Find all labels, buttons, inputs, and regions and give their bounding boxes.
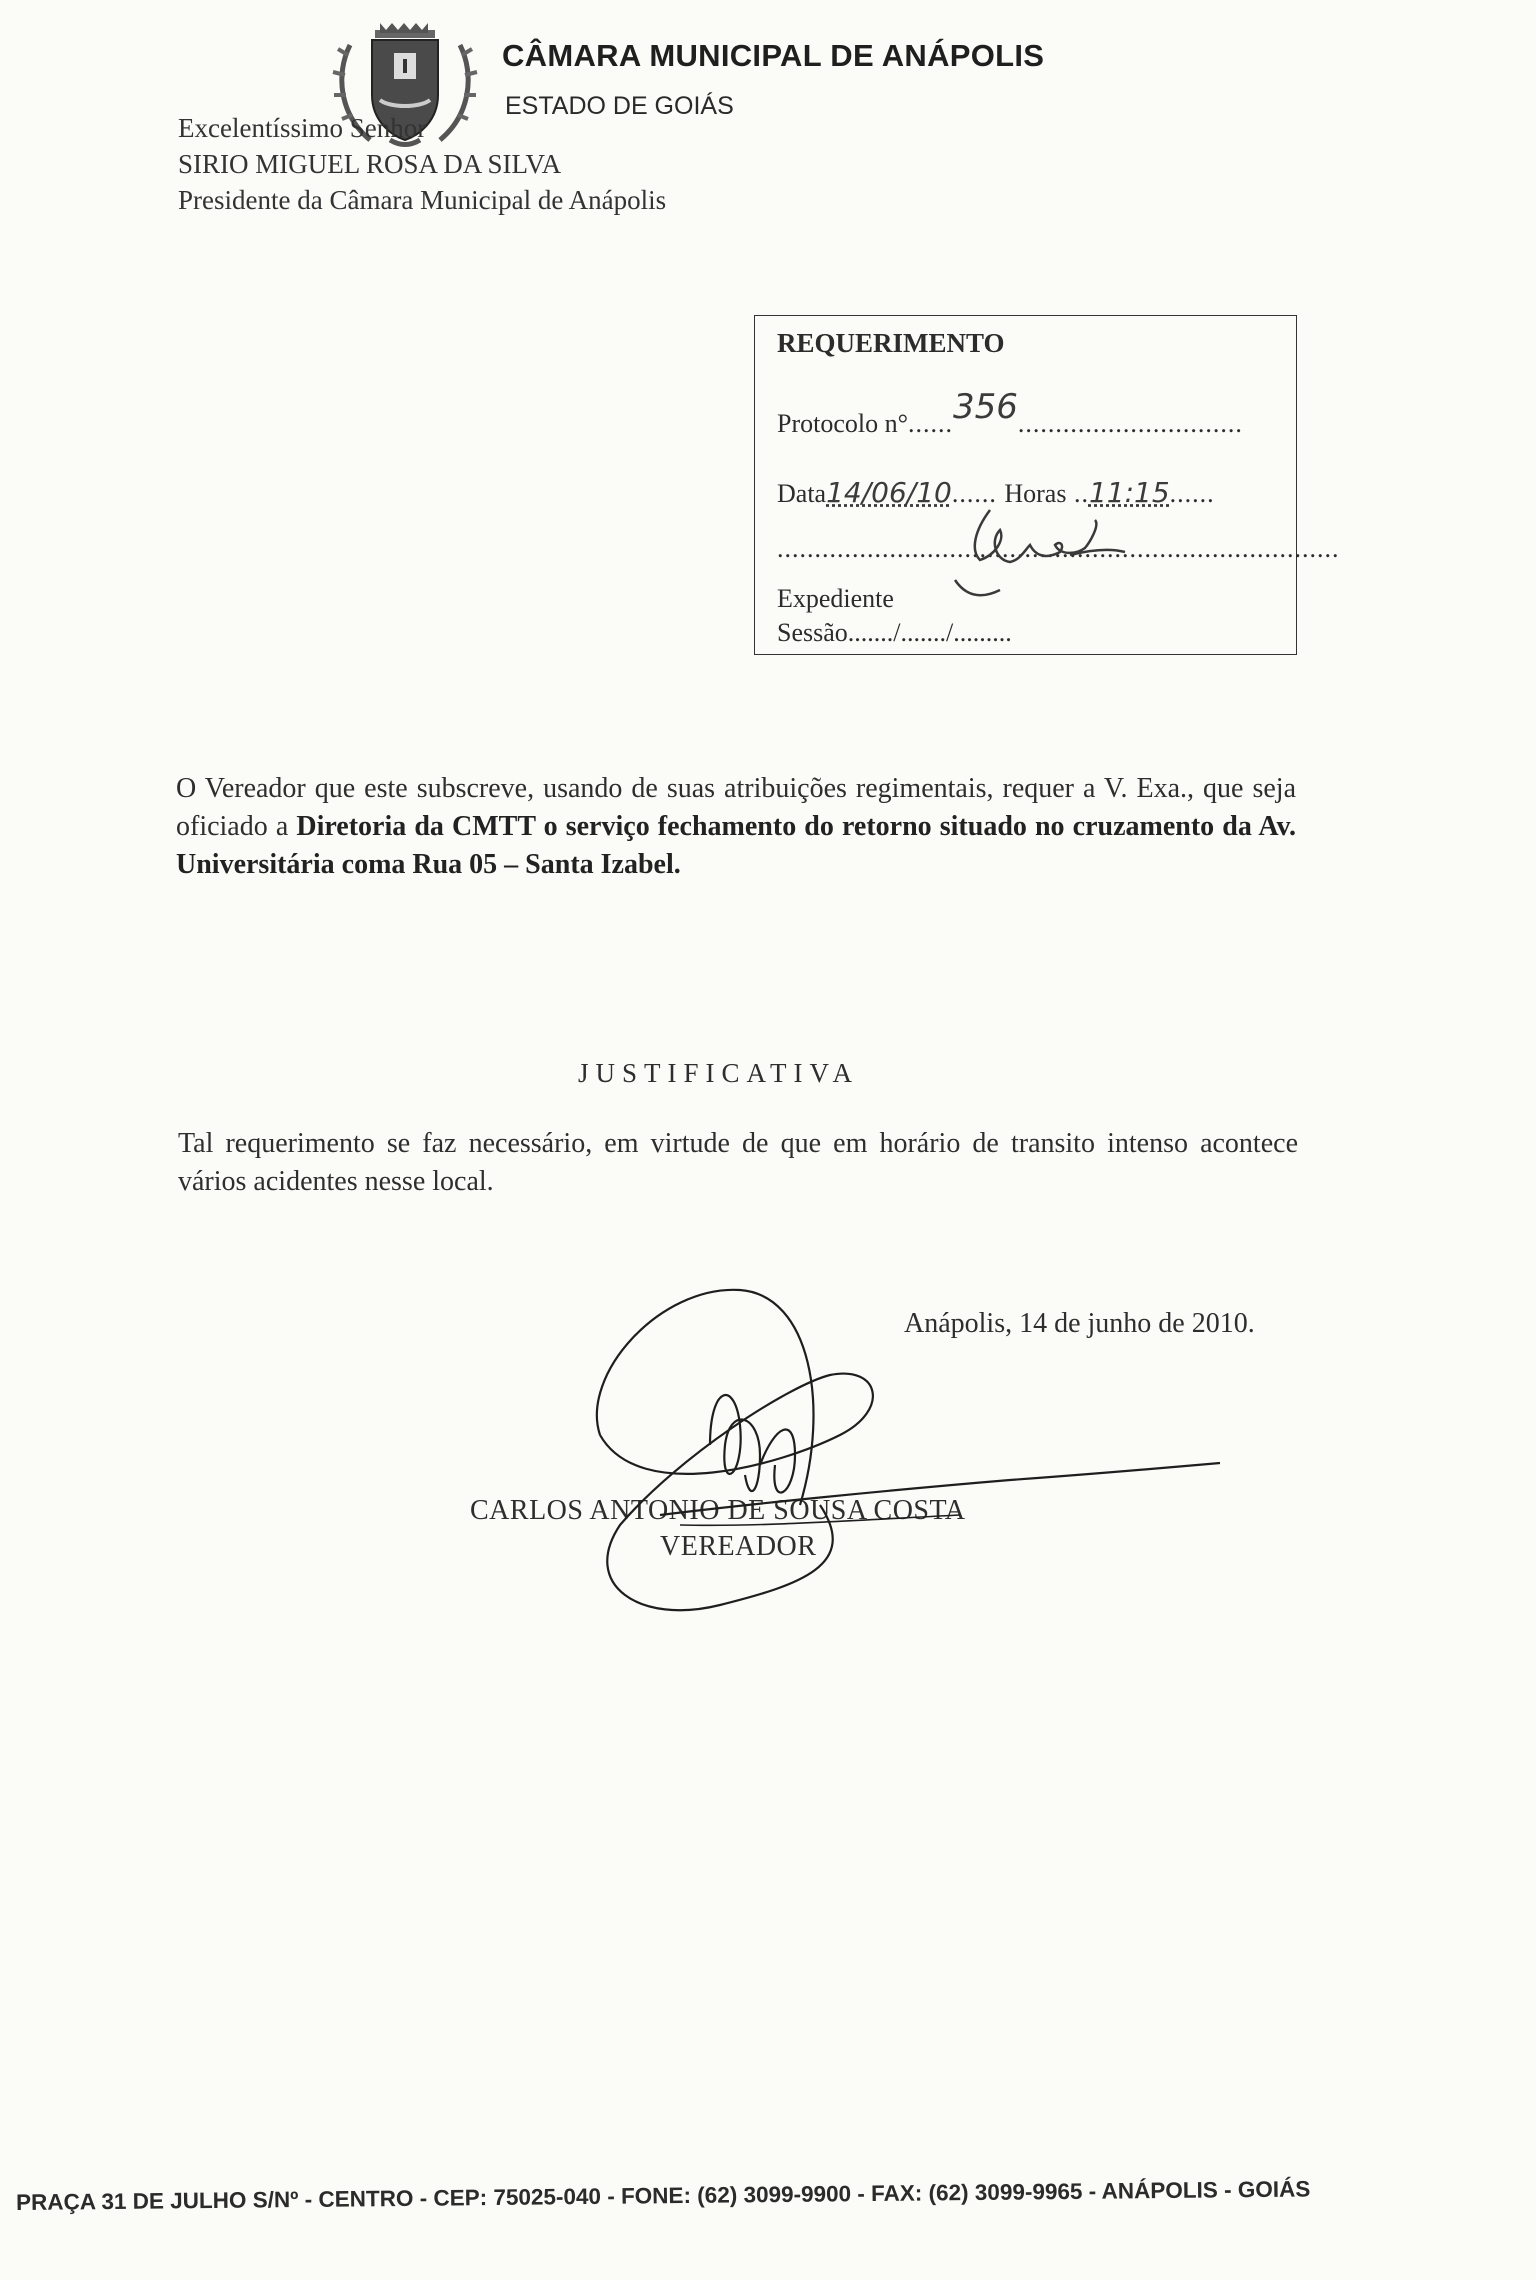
stamp-title: REQUERIMENTO [777, 328, 1005, 358]
hours-label: Horas [1004, 479, 1067, 508]
justification-title: JUSTIFICATIVA [578, 1058, 860, 1088]
justification-text: Tal requerimento se faz necessário, em virtude de que em horário de transito intenso acontece vários acidentes nesse local. [178, 1128, 1298, 1197]
signer-name: CARLOS ANTONIO DE SOUSA COSTA [470, 1495, 966, 1526]
footer-address: PRAÇA 31 DE JULHO S/Nº - CENTRO - CEP: 75025-040 - FONE: (62) 3099-9900 - FAX: (62) 3099-9965 - ANÁPOLIS - GOIÁS [15, 2176, 1311, 2215]
protocol-value: 356 [953, 387, 1018, 427]
addressee-name: SIRIO MIGUEL ROSA DA SILVA [178, 149, 562, 179]
addressee-salutation: Excelentíssimo Senhor [178, 113, 427, 143]
date-label: Data [777, 479, 827, 508]
stamp-signature-line: ........................................................................... [777, 534, 1340, 563]
request-bold: Diretoria da CMTT o serviço fechamento do retorno situado no cruzamento da Av. Universitária coma Rua 05 – Santa Izabel. [176, 811, 1296, 880]
addressee-title: Presidente da Câmara Municipal de Anápolis [178, 185, 667, 215]
protocol-row: Protocolo n°......356.............................. [777, 387, 1243, 438]
signer-role: VEREADOR [660, 1531, 817, 1562]
stamp-initials-signature [950, 500, 1160, 610]
organization-name: CÂMARA MUNICIPAL DE ANÁPOLIS [502, 38, 1045, 73]
date-value: 14/06/10 [826, 476, 952, 509]
request-intro: O Vereador que este subscreve, usando de suas atribuições regimentais, requer a V. Exa., que seja oficiado a [176, 773, 1296, 842]
sessao-label: Sessão......./......./......... [777, 618, 1012, 647]
state-name: ESTADO DE GOIÁS [505, 92, 734, 120]
handwritten-signature [560, 1265, 1260, 1635]
hours-value: 11:15 [1088, 476, 1170, 509]
expediente-label: Expediente [777, 584, 894, 613]
request-paragraph [176, 770, 1296, 884]
date-row: Data14/06/10...... Horas ..11:15...... [777, 476, 1215, 509]
place-and-date: Anápolis, 14 de junho de 2010. [904, 1308, 1255, 1339]
protocol-label: Protocolo n° [777, 409, 909, 438]
